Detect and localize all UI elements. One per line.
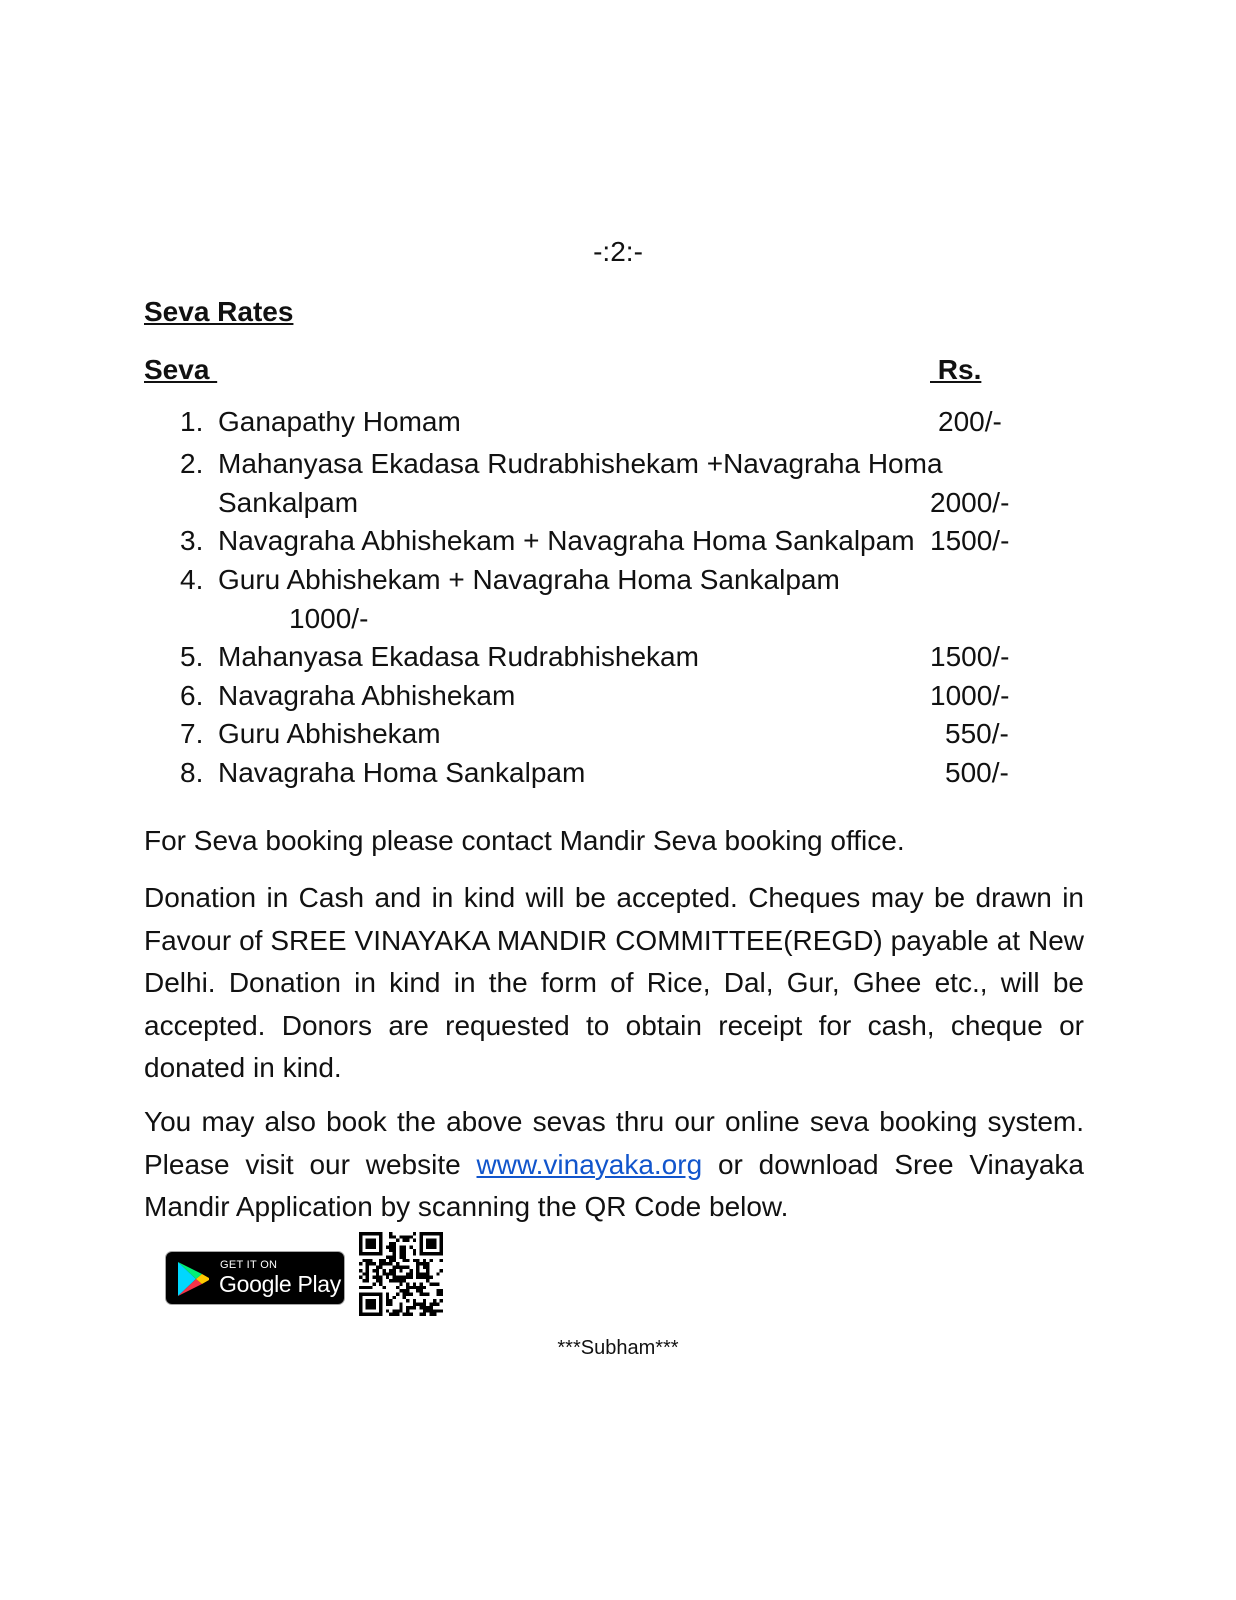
online-text-before: You may also book the above sevas thru our online seva booking system. Please visit our website	[144, 1106, 1084, 1180]
seva-name: Mahanyasa Ekadasa Rudrabhishekam	[218, 641, 699, 672]
contact-paragraph: For Seva booking please contact Mandir Seva booking office.	[144, 825, 905, 856]
seva-name: Ganapathy Homam	[218, 406, 461, 437]
seva-price: 1500/-	[930, 641, 1010, 672]
seva-name: Navagraha Abhishekam + Navagraha Homa Sankalpam	[218, 525, 915, 556]
seva-number: 8.	[180, 757, 204, 788]
seva-name: Guru Abhishekam + Navagraha Homa Sankalpam	[218, 564, 840, 595]
website-link[interactable]: www.vinayaka.org	[476, 1148, 703, 1180]
page-number: -:2:-	[593, 236, 643, 267]
seva-price: 1000/-	[289, 603, 369, 634]
seva-number: 3.	[180, 525, 204, 556]
badge-big-text: Google Play	[219, 1271, 341, 1297]
seva-name-continuation: Sankalpam	[218, 487, 359, 518]
online-text-after: or download Sree Vinayaka Mandir Application by scanning the QR Code below.	[144, 1148, 1085, 1222]
footer-text: ***Subham***	[557, 1337, 679, 1359]
seva-number: 1.	[180, 406, 204, 437]
seva-price: 500/-	[945, 757, 1009, 788]
google-play-badge[interactable]	[165, 1251, 345, 1305]
seva-number: 2.	[180, 448, 204, 479]
seva-name: Guru Abhishekam	[218, 718, 441, 749]
seva-name: Mahanyasa Ekadasa Rudrabhishekam +Navagraha Homa	[218, 448, 943, 479]
online-booking-paragraph	[144, 1101, 1084, 1229]
seva-price: 200/-	[938, 406, 1002, 437]
seva-number: 6.	[180, 680, 204, 711]
google-play-icon	[176, 1261, 210, 1297]
seva-price: 550/-	[945, 718, 1009, 749]
seva-number: 7.	[180, 718, 204, 749]
donation-paragraph: Donation in Cash and in kind will be accepted. Cheques may be drawn in Favour of SREE VINAYAKA MANDIR COMMITTEE(REGD) payable at New Delhi. Donation in kind in the form of Rice, Dal, Gur, Ghee etc., will be accepted. Donors are requested to obtain receipt for cash, cheque or donated in kind.	[144, 882, 1084, 1083]
seva-number: 5.	[180, 641, 204, 672]
seva-name: Navagraha Homa Sankalpam	[218, 757, 586, 788]
seva-price: 1500/-	[930, 525, 1010, 556]
column-header-seva: Seva	[144, 354, 218, 385]
seva-price: 1000/-	[930, 680, 1010, 711]
seva-name: Navagraha Abhishekam	[218, 680, 516, 711]
column-header-rs: Rs.	[930, 354, 982, 385]
section-title: Seva Rates	[144, 296, 294, 327]
seva-price: 2000/-	[930, 487, 1010, 518]
seva-number: 4.	[180, 564, 204, 595]
badge-small-text: GET IT ON	[220, 1259, 278, 1271]
qr-code-icon[interactable]	[359, 1232, 443, 1316]
